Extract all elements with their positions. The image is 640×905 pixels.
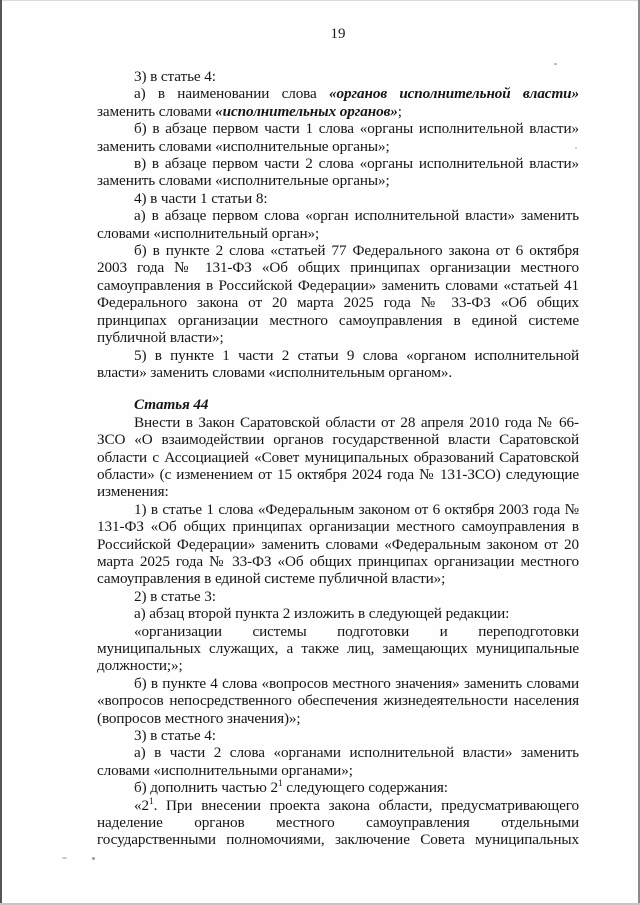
article-heading: Статья 44	[134, 396, 209, 414]
document-paragraph: а) абзац второй пункта 2 изложить в следующей редакции:	[134, 605, 510, 623]
document-paragraph: в) в абзаце первом части 2 слова «органы исполнительной власти» заменить словами «исполнительные органы»;	[97, 155, 579, 190]
document-paragraph: 3) в статье 4:	[134, 727, 216, 745]
document-paragraph: б) в пункте 2 слова «статьей 77 Федерального закона от 6 октября 2003 года № 131-ФЗ «Об общих принципах организации местного самоуправления в Российской Федерации» заменить словами «статьей 41 Федерального закона от 20 марта 2025 года № 33-ФЗ «Об общих принципах организации местного самоуправления в единой системе публичной власти»;	[97, 242, 579, 347]
document-paragraph: б) в пункте 4 слова «вопросов местного значения» заменить словами «вопросов непосредственного обеспечения жизнедеятельности населения (вопросов местного значения)»;	[97, 674, 579, 727]
scan-speckle	[92, 857, 95, 860]
scan-edge-top	[0, 0, 640, 1]
document-paragraph: б) дополнить частью $2^1$ следующего содержания:	[134, 779, 448, 797]
scan-speckle	[575, 147, 577, 149]
document-paragraph: а) в части 2 слова «органами исполнительной власти» заменить словами «исполнительными органами»;	[97, 744, 579, 779]
document-paragraph: «$2^1$. При внесении проекта закона области, предусматривающего наделение органов местного самоуправления отдельными государственными полномочиями, заключение Совета муниципальных	[97, 796, 579, 849]
document-paragraph: а) в наименовании слова «органов исполнительной власти» заменить словами «исполнительных органов»;	[97, 85, 580, 120]
document-paragraph: 3) в статье 4:	[134, 68, 216, 85]
document-paragraph: 2) в статье 3:	[134, 587, 216, 605]
document-paragraph: 4) в части 1 статьи 8:	[134, 189, 268, 207]
document-paragraph: а) в абзаце первом слова «орган исполнительной власти» заменить словами «исполнительный орган»;	[97, 207, 579, 242]
scan-speckle	[62, 857, 67, 859]
page-number: 19	[330, 26, 346, 42]
document-paragraph: Внести в Закон Саратовской области от 28 апреля 2010 года № 66-ЗСО «О взаимодействии органов государственной власти Саратовской области с Ассоциацией «Совет муниципальных образований Саратовской области» (с изменением от 15 октября 2024 года № 131-ЗСО) следующие изменения:	[97, 413, 579, 501]
scan-speckle	[554, 63, 557, 65]
document-paragraph: 1) в статье 1 слова «Федеральным законом от 6 октября 2003 года № 131-ФЗ «Об общих принципах организации местного самоуправления в Российской Федерации» заменить словами «Федеральным законом от 20 марта 2025 года № 33-ФЗ «Об общих принципах организации местного самоуправления в единой системе публичной власти»;	[97, 500, 579, 588]
text-block	[97, 68, 579, 849]
document-paragraph: б) в абзаце первом части 1 слова «органы исполнительной власти» заменить словами «исполнительные органы»;	[97, 120, 579, 155]
scan-edge-left	[0, 0, 2, 905]
document-paragraph: «организации системы подготовки и переподготовки муниципальных служащих, а также лиц, замещающих муниципальные должности;»;	[97, 622, 579, 675]
document-paragraph: 5) в пункте 1 части 2 статьи 9 слова «органом исполнительной власти» заменить словами «исполнительным органом».	[97, 346, 579, 381]
